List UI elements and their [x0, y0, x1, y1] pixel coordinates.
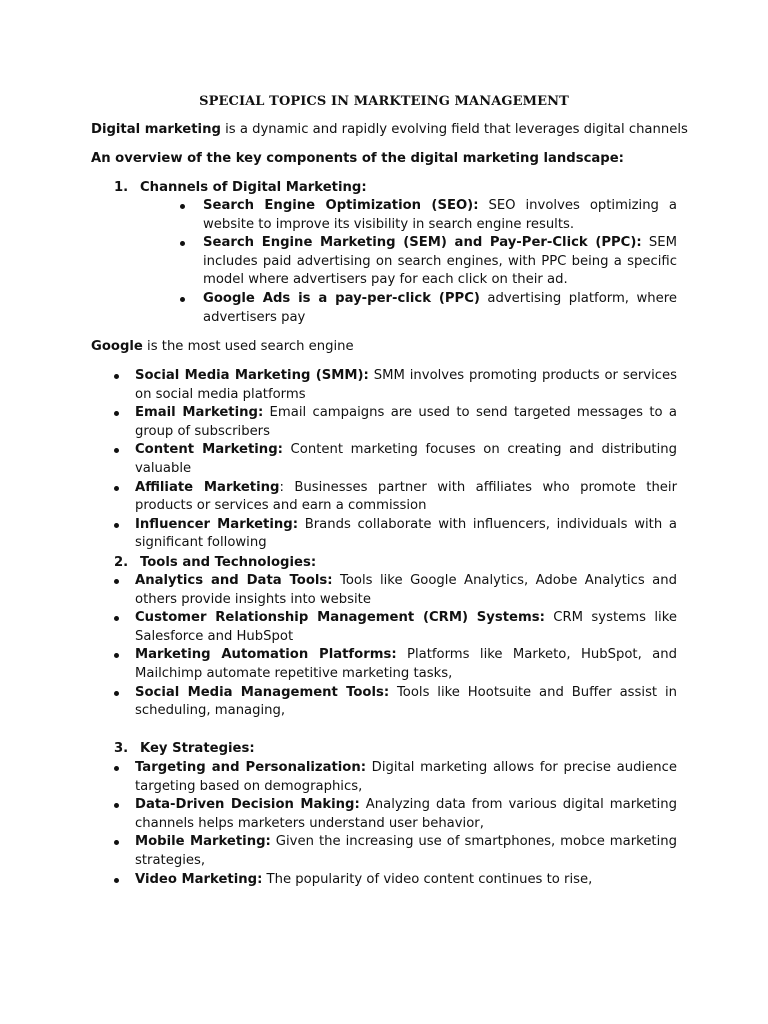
list-item-bold: Affiliate Marketing	[135, 479, 280, 495]
list-item	[110, 404, 677, 441]
list-item-bold: Google Ads is a pay-per-click (PPC)	[203, 290, 480, 306]
list-item	[110, 759, 677, 796]
section-1-heading	[114, 179, 367, 198]
bullet-icon	[114, 448, 119, 453]
list-item-text: Tools like Hootsuite and Buffer assist in scheduling, managing,	[135, 684, 677, 719]
bullet-icon	[114, 878, 119, 883]
list-item-bold: Mobile Marketing:	[135, 834, 271, 850]
list-item-text: : Businesses partner with affiliates who promote their products or services and earn a commission	[135, 479, 677, 514]
list-item-text: Brands collaborate with influencers, individuals with a significant following	[135, 516, 677, 551]
section-2-title: Tools and Technologies:	[140, 555, 317, 570]
google-paragraph	[91, 338, 691, 357]
list-item	[110, 609, 677, 646]
bullet-icon	[114, 374, 119, 379]
list-item-text: Analyzing data from various digital marketing channels helps marketers understand user behavior,	[135, 797, 677, 831]
intro-bold: Digital marketing	[91, 122, 221, 137]
list-item-bold: Search Engine Marketing (SEM) and Pay-Per-Click (PPC):	[203, 235, 642, 251]
list-item-text: advertising platform, where advertisers pay	[203, 290, 677, 325]
google-bold: Google	[91, 339, 143, 354]
section-3-number: 3.	[114, 741, 129, 756]
list-item-text: SEM includes paid advertising on search engines, with PPC being a specific model where advertisers pay for each click on their ad.	[203, 235, 677, 288]
list-item-bold: Email Marketing:	[135, 405, 264, 421]
list-item	[110, 796, 677, 833]
bullet-icon	[114, 523, 119, 528]
list-item	[178, 290, 677, 327]
list-item-bold: Analytics and Data Tools:	[135, 573, 333, 588]
section-2-number: 2.	[114, 555, 129, 570]
list-item-text: Digital marketing allows for precise audience targeting based on demographics,	[135, 760, 677, 794]
list-item-text: Given the increasing use of smartphones, mobce marketing strategies,	[135, 834, 677, 868]
list-item-bold: Search Engine Optimization (SEO):	[203, 198, 479, 213]
bullet-icon	[114, 411, 119, 416]
bullet-icon	[180, 241, 185, 246]
bullet-icon	[114, 803, 119, 808]
list-item	[110, 871, 677, 890]
list-item	[178, 197, 677, 234]
list-item	[110, 684, 677, 721]
list-item-bold: Marketing Automation Platforms:	[135, 647, 397, 663]
list-item	[110, 646, 677, 683]
bullet-icon	[180, 204, 185, 209]
list-item	[110, 516, 677, 553]
list-item-bold: Video Marketing:	[135, 871, 263, 887]
tools-list	[110, 572, 677, 721]
list-item-text: Content marketing focuses on creating and distributing valuable	[135, 442, 677, 476]
list-item-bold: Customer Relationship Management (CRM) Systems:	[135, 610, 545, 626]
list-item-text: SMM involves promoting products or services on social media platforms	[135, 368, 677, 402]
list-item-text: Platforms like Marketo, HubSpot, and Mailchimp automate repetitive marketing tasks,	[135, 647, 677, 681]
bullet-icon	[114, 579, 119, 584]
section-1-number: 1.	[114, 180, 129, 195]
list-item	[110, 833, 677, 870]
list-item-bold: Data-Driven Decision Making:	[135, 797, 360, 813]
bullet-icon	[114, 486, 119, 491]
section-2-heading	[114, 554, 316, 573]
list-item	[178, 234, 677, 290]
channels-list	[110, 367, 677, 553]
list-item-bold: Targeting and Personalization:	[135, 760, 367, 775]
list-item-bold: Social Media Marketing (SMM):	[135, 368, 369, 383]
list-item	[110, 441, 677, 478]
bullet-icon	[114, 653, 119, 658]
bullet-icon	[180, 297, 185, 302]
list-item	[110, 367, 677, 404]
list-item-text: CRM systems like Salesforce and HubSpot	[135, 610, 677, 644]
section-1-title: Channels of Digital Marketing:	[140, 180, 367, 195]
list-item-text: SEO involves optimizing a website to improve its visibility in search engine results.	[203, 198, 677, 232]
list-item-text: Email campaigns are used to send targeted messages to a group of subscribers	[135, 405, 678, 439]
list-item	[110, 572, 677, 609]
list-item-bold: Social Media Management Tools:	[135, 684, 390, 700]
document-title: SPECIAL TOPICS IN MARKTEING MANAGEMENT	[199, 94, 569, 109]
list-item-bold: Influencer Marketing:	[135, 516, 298, 532]
list-item-text: Tools like Google Analytics, Adobe Analytics and others provide insights into website	[135, 573, 677, 607]
strategies-list	[110, 759, 677, 889]
channels-sub-list	[178, 197, 677, 327]
section-3-heading	[114, 740, 255, 759]
list-item-bold: Content Marketing:	[135, 442, 283, 458]
section-3-title: Key Strategies:	[140, 741, 255, 756]
bullet-icon	[114, 691, 119, 696]
bullet-icon	[114, 766, 119, 771]
list-item	[110, 479, 677, 516]
overview-heading: An overview of the key components of the digital marketing landscape:	[91, 151, 624, 166]
bullet-icon	[114, 840, 119, 845]
intro-text: is a dynamic and rapidly evolving field that leverages digital channels	[220, 122, 688, 137]
google-text: is the most used search engine	[142, 339, 354, 354]
intro-paragraph	[91, 121, 691, 140]
list-item-text: The popularity of video content continues to rise,	[262, 871, 593, 887]
bullet-icon	[114, 616, 119, 621]
